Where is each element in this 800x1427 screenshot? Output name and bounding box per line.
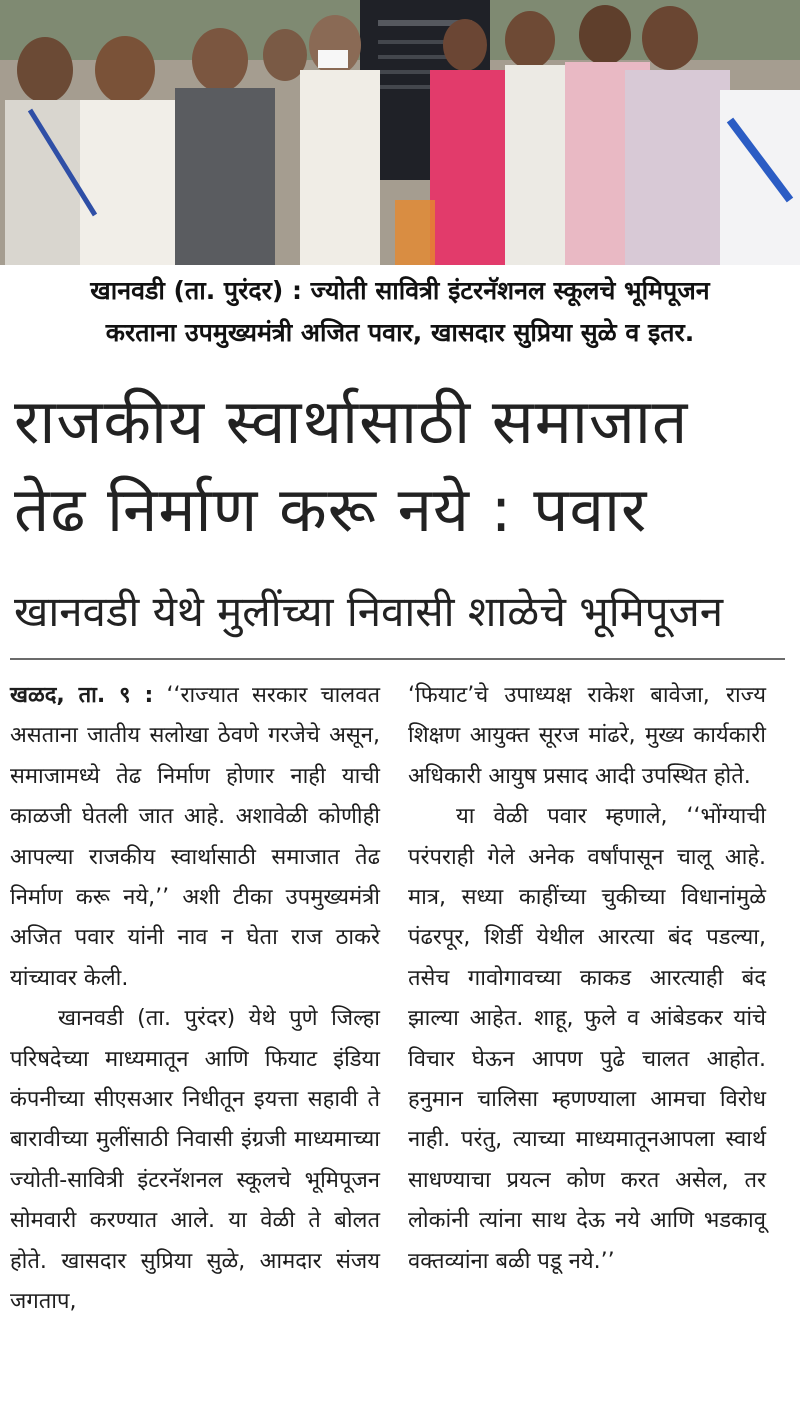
article-paragraph — [10, 676, 380, 999]
divider — [10, 658, 785, 660]
article-paragraph: ‘फियाट’चे उपाध्यक्ष राकेश बावेजा, राज्य शिक्षण आयुक्त सूरज मांढरे, मुख्य कार्यकारी अधिकारी आयुष प्रसाद आदी उपस्थित होते. — [408, 683, 766, 789]
caption-line-2: करताना उपमुख्यमंत्री अजित पवार, खासदार सुप्रिया सुळे व इतर. — [105, 318, 695, 347]
article-column-left — [10, 676, 380, 1323]
news-photo — [0, 0, 800, 265]
article-paragraph: या वेळी पवार म्हणाले, ‘‘भोंग्याची परंपराही गेले अनेक वर्षांपासून चालू आहे. मात्र, सध्या काहींच्या चुकीच्या विधानांमुळे पंढरपूर, शिर्डी येथील आरत्या बंद पडल्या, तसेच गावोगावच्या काकड आरत्याही बंद झाल्या आहेत. शाहू, फुले व आंबेडकर यांचे विचार घेऊन आपण पुढे चालत आहोत. हनुमान चालिसा म्हणण्याला आमचा विरोध नाही. परंतु, त्याच्या माध्यमातूनआपला स्वार्थ साधण्याचा प्रयत्न कोण करत असेल, तर लोकांनी त्यांना साथ देऊ नये आणि भडकावू वक्तव्यांना बळी पडू नये.’’ — [408, 804, 766, 1274]
subheadline: खानवडी येथे मुलींच्या निवासी शाळेचे भूमिपूजन — [14, 587, 724, 636]
news-photo-illustration — [0, 0, 800, 265]
caption-line-1: खानवडी (ता. पुरंदर) : ज्योती सावित्री इंटरनॅशनल स्कूलचे भूमिपूजन — [90, 276, 710, 305]
headline — [14, 378, 794, 554]
article-column-right — [408, 676, 766, 1282]
flower-decoration — [395, 200, 435, 265]
article-paragraph: खानवडी (ता. पुरंदर) येथे पुणे जिल्हा परिषदेच्या माध्यमातून आणि फियाट इंडिया कंपनीच्या सीएसआर निधीतून इयत्ता सहावी ते बारावीच्या मुलींसाठी निवासी इंग्रजी माध्यमाच्या ज्योती-सावित्री इंटरनॅशनल स्कूलचे भूमिपूजन सोमवारी करण्यात आले. या वेळी ते बोलत होते. खासदार सुप्रिया सुळे, आमदार संजय जगताप, — [10, 1006, 380, 1315]
headline-line-1: राजकीय स्वार्थासाठी समाजात — [14, 385, 689, 458]
paragraph-text: ‘‘राज्यात सरकार चालवत असताना जातीय सलोखा ठेवणे गरजेचे असून, समाजामध्ये तेढ निर्माण होणार नाही याची काळजी घेतली जात आहे. अशावेळी कोणीही आपल्या राजकीय स्वार्थासाठी समाजात तेढ निर्माण करू नये,’’ अशी टीका उपमुख्यमंत्री अजित पवार यांनी नाव न घेता राज ठाकरे यांच्यावर केली. — [10, 683, 380, 991]
dateline: खळद, ता. ९ : — [10, 683, 154, 708]
photo-caption — [0, 270, 800, 354]
headline-line-2: तेढ निर्माण करू नये : पवार — [14, 473, 648, 546]
